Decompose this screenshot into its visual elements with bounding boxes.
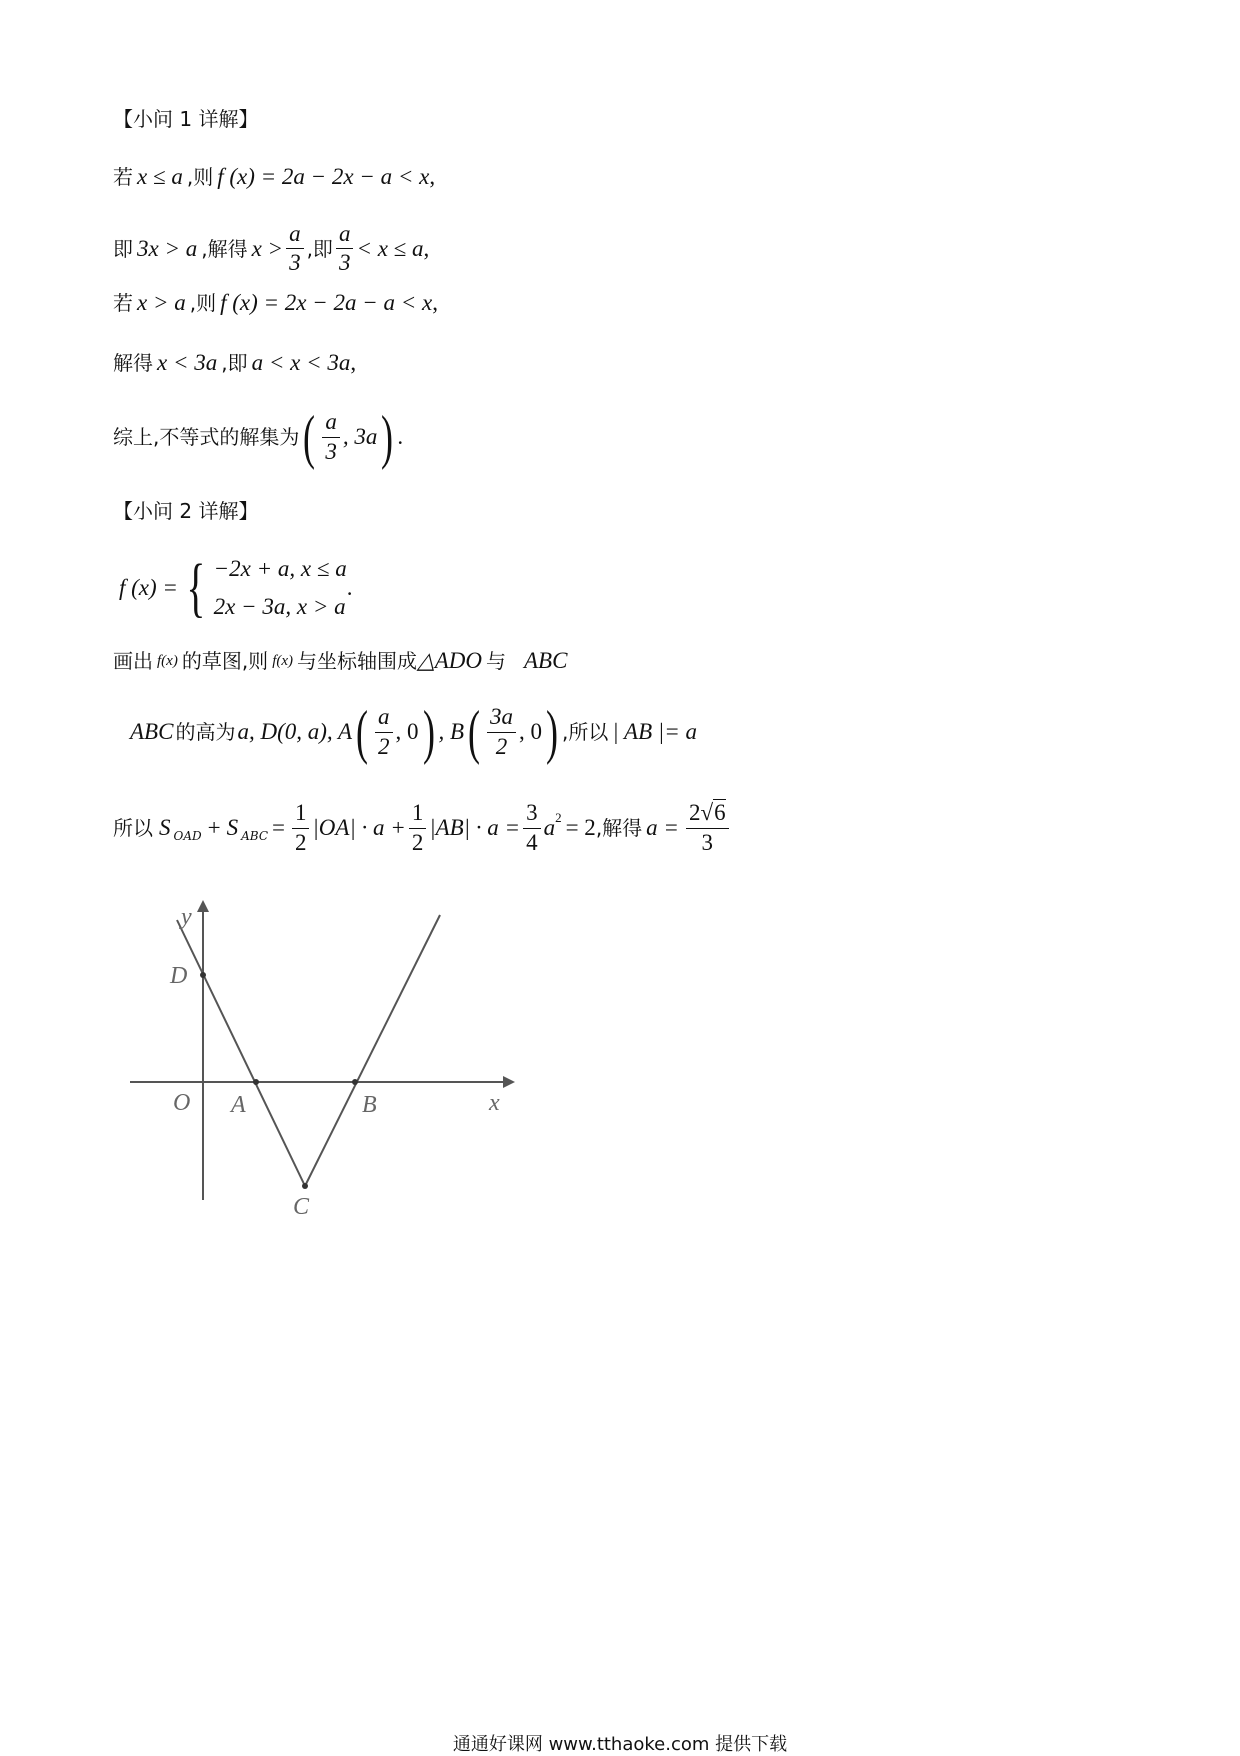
label-o: O bbox=[173, 1090, 191, 1116]
denominator: 2 bbox=[495, 733, 508, 759]
math-triangle: △ADO bbox=[417, 648, 482, 673]
denominator: 3 bbox=[701, 829, 714, 855]
sqrt-sign: √ bbox=[700, 800, 714, 826]
coef: 2 bbox=[688, 800, 701, 826]
text: 与坐标轴围成 bbox=[297, 649, 418, 673]
math-s: S bbox=[226, 815, 239, 840]
numerator: 3a bbox=[487, 705, 516, 732]
text: , bbox=[429, 164, 436, 189]
math-tail: < x ≤ a bbox=[356, 235, 424, 261]
denominator: 2 bbox=[378, 733, 390, 759]
numerator: 1 bbox=[409, 801, 427, 828]
text: 与 bbox=[485, 649, 506, 673]
case-2: 2x − 3a, x > a bbox=[213, 594, 346, 619]
subscript: ABC bbox=[241, 829, 268, 843]
text: 若 bbox=[113, 291, 133, 315]
numerator: 3 bbox=[523, 801, 541, 828]
right-paren: ) bbox=[381, 404, 394, 470]
text: ,即 bbox=[221, 351, 248, 375]
math-ab: | AB |= a bbox=[612, 719, 697, 744]
math-fx: f(x) bbox=[157, 653, 178, 669]
part1-line3 bbox=[113, 288, 438, 318]
text: 即 bbox=[113, 236, 133, 261]
answer-fraction bbox=[686, 801, 729, 854]
math-ineq: x < 3a bbox=[157, 350, 218, 375]
math-cond: x > a bbox=[137, 290, 186, 315]
math-points: a, D(0, a), A bbox=[237, 719, 353, 744]
point-b bbox=[352, 1079, 358, 1085]
part1-line1 bbox=[113, 162, 435, 192]
math-eq: f (x) = 2x − 2a − a < x bbox=[220, 290, 433, 315]
piecewise-cases bbox=[214, 550, 347, 626]
text: ,即 bbox=[306, 236, 333, 261]
math-term: |OA| · a + bbox=[312, 815, 406, 840]
math-cond: x ≤ a bbox=[137, 164, 183, 189]
math-triangle: ABC bbox=[130, 719, 174, 744]
math-a: a bbox=[543, 815, 556, 840]
text: . bbox=[346, 575, 353, 600]
math-range: a < x < 3a bbox=[251, 350, 351, 375]
superscript: 2 bbox=[555, 810, 562, 825]
text: 的高为 bbox=[175, 720, 236, 744]
left-paren: ( bbox=[303, 404, 316, 470]
fraction bbox=[336, 222, 354, 275]
text: 所以 bbox=[113, 816, 153, 840]
text: , bbox=[350, 350, 357, 375]
text: 解得 bbox=[113, 351, 153, 375]
math-plus: + bbox=[207, 815, 221, 840]
left-paren: ( bbox=[356, 699, 369, 765]
text: ,解得 bbox=[201, 236, 248, 261]
text: 画出 bbox=[113, 649, 153, 673]
text: ,解得 bbox=[595, 816, 643, 840]
text: , bbox=[423, 235, 430, 261]
numerator bbox=[686, 801, 729, 828]
label-d: D bbox=[170, 963, 188, 989]
fraction bbox=[409, 801, 427, 854]
part1-line2 bbox=[113, 222, 429, 275]
right-branch bbox=[305, 915, 440, 1186]
left-branch bbox=[177, 920, 305, 1186]
function-sketch-figure bbox=[125, 900, 525, 1220]
text: 若 bbox=[113, 165, 133, 189]
math-tail: , 0 bbox=[519, 719, 543, 744]
point-d bbox=[200, 972, 206, 978]
fraction bbox=[322, 410, 340, 463]
numerator: a bbox=[322, 410, 340, 437]
label-c: C bbox=[293, 1194, 310, 1220]
point-c bbox=[302, 1183, 308, 1189]
left-paren: ( bbox=[468, 699, 481, 765]
right-paren: ) bbox=[422, 699, 435, 765]
y-axis-arrow bbox=[197, 900, 209, 912]
math-eq: f (x) = 2a − 2x − a < x bbox=[217, 164, 430, 189]
math-tail: , 0 bbox=[395, 719, 419, 744]
denominator: 3 bbox=[325, 438, 337, 464]
height-line bbox=[130, 700, 697, 764]
label-a: A bbox=[231, 1092, 246, 1118]
fraction bbox=[523, 801, 541, 854]
text: 的草图,则 bbox=[181, 649, 269, 673]
math-fx: f(x) bbox=[272, 653, 294, 669]
text: ,则 bbox=[186, 165, 214, 189]
math-eq: = 2 bbox=[565, 815, 596, 840]
sketch-line bbox=[113, 646, 567, 676]
math-a-eq: a = bbox=[646, 815, 679, 840]
math-ineq: 3x > a bbox=[137, 235, 198, 261]
math-point-b: , B bbox=[438, 719, 465, 744]
text: 综上,不等式的解集为 bbox=[113, 425, 300, 449]
numerator: a bbox=[286, 222, 304, 249]
numerator: 1 bbox=[292, 801, 310, 828]
fraction bbox=[375, 705, 393, 758]
math-tail: , 3a bbox=[342, 424, 378, 449]
piecewise-definition bbox=[113, 548, 352, 628]
subscript: OAD bbox=[173, 829, 202, 843]
footer-source: 通通好课网 www.tthaoke.com 提供下载 bbox=[452, 1734, 788, 1755]
denominator: 3 bbox=[289, 250, 301, 276]
label-x: x bbox=[489, 1090, 500, 1116]
denominator: 3 bbox=[338, 250, 351, 276]
right-paren: ) bbox=[546, 699, 559, 765]
denominator: 2 bbox=[411, 829, 424, 855]
text: ,则 bbox=[189, 291, 217, 315]
piecewise-lhs: f (x) = bbox=[119, 575, 178, 600]
text: , bbox=[432, 290, 439, 315]
left-brace: { bbox=[186, 551, 206, 624]
text: ,所以 bbox=[562, 720, 609, 744]
point-a bbox=[253, 1079, 259, 1085]
label-b: B bbox=[362, 1092, 377, 1118]
fraction bbox=[487, 705, 516, 758]
math-term: |AB| · a = bbox=[429, 815, 521, 840]
label-y: y bbox=[181, 904, 192, 930]
part1-heading: 【小问 1 详解】 bbox=[113, 107, 259, 131]
case-1: −2x + a, x ≤ a bbox=[213, 556, 347, 581]
area-line bbox=[113, 796, 732, 860]
x-axis-arrow bbox=[503, 1076, 515, 1088]
part2-heading: 【小问 2 详解】 bbox=[113, 499, 259, 523]
math-triangle: ABC bbox=[523, 648, 568, 673]
denominator: 2 bbox=[294, 829, 307, 855]
denominator: 4 bbox=[526, 829, 538, 855]
part1-line5 bbox=[113, 404, 404, 470]
text: . bbox=[397, 424, 404, 449]
fraction bbox=[292, 801, 310, 854]
math-x: x > bbox=[251, 235, 284, 261]
fraction bbox=[286, 222, 304, 275]
math-s: S bbox=[159, 815, 171, 840]
math-eq: = bbox=[272, 815, 285, 840]
numerator: a bbox=[375, 705, 393, 732]
part1-line4 bbox=[113, 348, 356, 378]
numerator: a bbox=[336, 222, 354, 249]
radicand: 6 bbox=[714, 800, 726, 826]
